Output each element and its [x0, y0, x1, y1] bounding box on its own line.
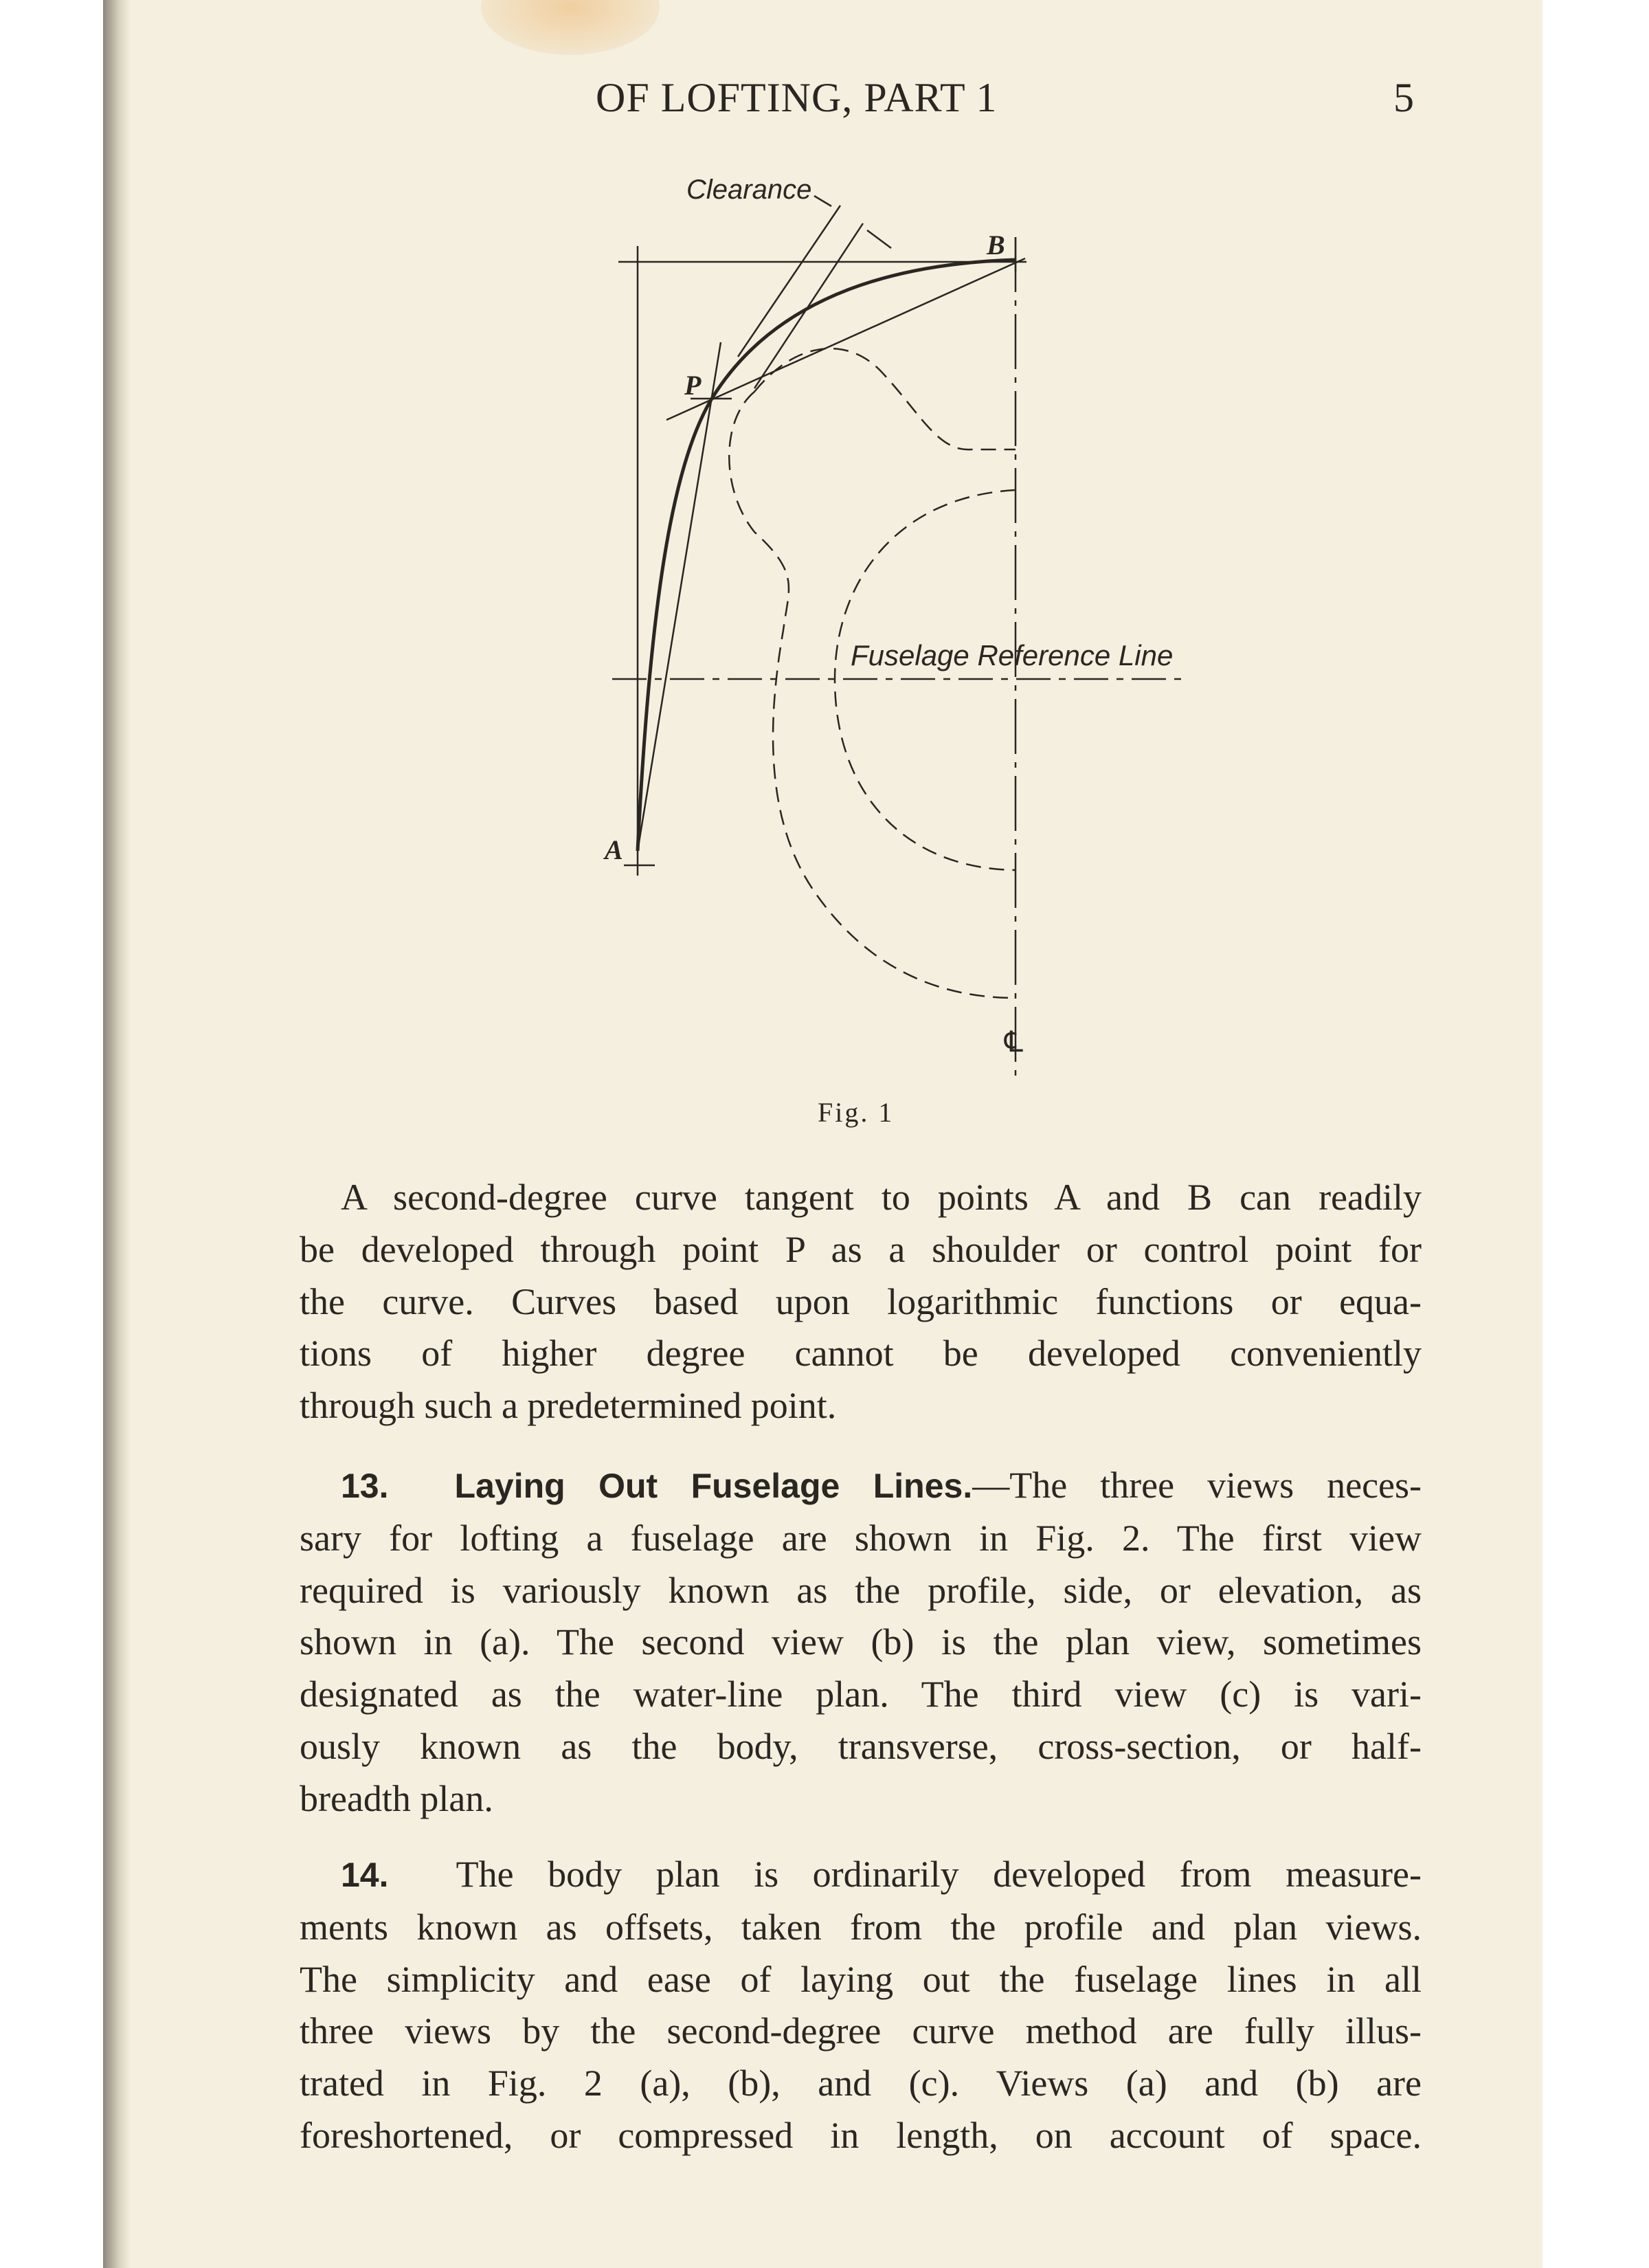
outer-section-upper-dashed	[754, 348, 1016, 449]
text-line	[300, 1849, 1422, 1902]
reference-line-label: Fuselage Reference Line	[851, 639, 1174, 671]
running-head-title: OF LOFTING, PART 1	[596, 75, 998, 120]
text-run: The body plan is ordinarily developed from measure-	[456, 1854, 1422, 1895]
text-line: A second-degree curve tangent to points A and B can readily	[341, 1177, 1422, 1218]
text-line: required is variously known as the profile, side, or elevation, as	[300, 1569, 1422, 1611]
text-line: designated as the water-line plan. The third view (c) is vari-	[300, 1674, 1422, 1715]
clearance-label: Clearance	[686, 175, 812, 205]
centerline-symbol: ℄	[1005, 1027, 1023, 1058]
text-line: breadth plan.	[300, 1777, 493, 1819]
point-a-label: A	[605, 834, 623, 865]
paragraph-13	[300, 1460, 1422, 1825]
text-line: the curve. Curves based upon logarithmic functions or equa-	[300, 1280, 1422, 1322]
clearance-arrow	[867, 230, 891, 248]
point-b-label: B	[987, 230, 1005, 260]
paragraph-14	[300, 1849, 1422, 2162]
section-number: 13.	[341, 1467, 389, 1505]
outer-section-lower-dashed	[729, 392, 1016, 998]
text-line: three views by the second-degree curve method are fully illus-	[300, 2010, 1422, 2052]
paragraph-12-continuation	[300, 1172, 1422, 1432]
text-line: ments known as offsets, taken from the profile and plan views.	[300, 1906, 1422, 1948]
a-p-tangent-line	[638, 342, 721, 851]
text-line: The simplicity and ease of laying out the fuselage lines in all	[300, 1958, 1422, 2000]
text-line: ously known as the body, transverse, cross-section, or half-	[300, 1725, 1422, 1767]
text-line: be developed through point P as a shoulder or control point for	[300, 1228, 1422, 1270]
text-line: shown in (a). The second view (b) is the plan view, sometimes	[300, 1621, 1422, 1663]
text-line: foreshortened, or compressed in length, on account of space.	[300, 2114, 1422, 2156]
text-line: through such a predetermined point.	[300, 1385, 837, 1427]
text-line: trated in Fig. 2 (a), (b), and (c). Views (a) and (b) are	[300, 2063, 1422, 2104]
point-p-label: P	[684, 370, 702, 401]
section-heading: Laying Out Fuselage Lines.	[454, 1467, 973, 1505]
text-line: tions of higher degree cannot be developed conveniently	[300, 1333, 1422, 1375]
page-number: 5	[1393, 75, 1415, 120]
text-line: sary for lofting a fuselage are shown in Fig. 2. The first view	[300, 1517, 1422, 1559]
figure-caption: Fig. 1	[818, 1097, 895, 1128]
inner-section-dashed	[835, 490, 1016, 870]
clearance-label-arrow	[814, 196, 831, 206]
text-run: —The three views neces-	[972, 1465, 1422, 1506]
section-number: 14.	[341, 1856, 389, 1894]
p-b-chord-line	[666, 258, 1025, 420]
text-line	[300, 1460, 1422, 1513]
